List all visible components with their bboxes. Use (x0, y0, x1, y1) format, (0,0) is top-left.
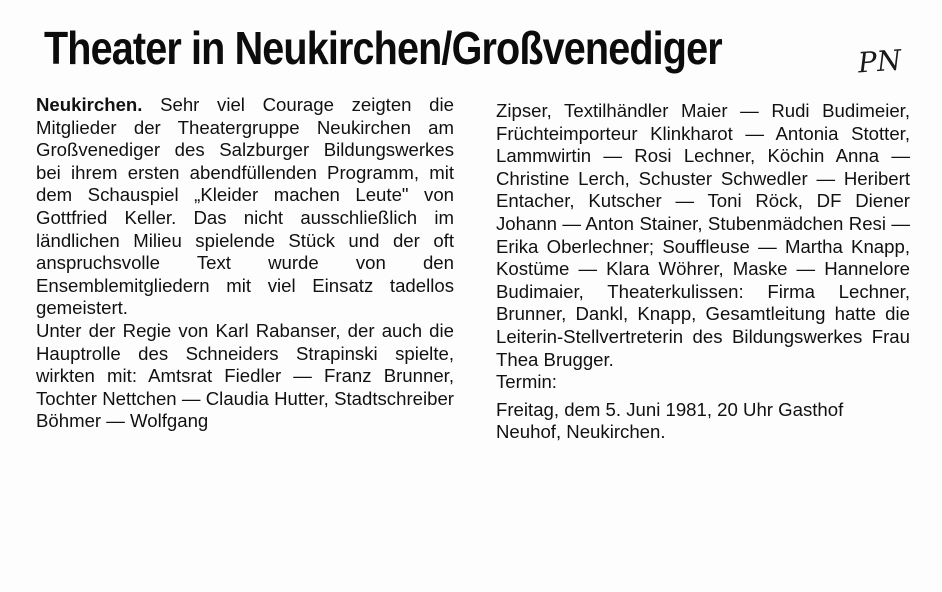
intro-text: Sehr viel Courage zeigten die Mitglieder der Theatergruppe Neukirchen am Großvenediger des Salzburger Bildungswerkes bei ihrem ersten abendfüllenden Programm, mit dem Schauspiel „Kleider machen Leute" von Gottfried Keller. Das nicht ausschließlich im ländlichen Milieu spielende Stück und der oft anspruchsvolle Text wurde von den Ensemblemitgliedern mit viel Einsatz tadellos gemeistert. (36, 94, 454, 319)
article-paragraph-intro (36, 94, 454, 320)
article-paragraph-cast: Unter der Regie von Karl Rabanser, der auch die Hauptrolle des Schneiders Strapinski spielte, wirkten mit: Amtsrat Fiedler — Franz Brunner, Tochter Nettchen — Claudia Hutter, Stadtschreiber Böhmer — Wolfgang (36, 319, 454, 432)
article-headline: Theater in Neukirchen/Großvenediger (44, 22, 722, 74)
dateline-place: Neukirchen. (36, 94, 143, 115)
article-paragraph-cast-continued: Zipser, Textilhändler Maier — Rudi Budimeier, Früchteimporteur Klinkharot — Antonia Stotter, Lammwirtin — Rosi Lechner, Köchin Anna — Christine Lerch, Schuster Schwedler — Heribert Entacher, Kutscher — Toni Röck, DF Diener Johann — Anton Stainer, Stubenmädchen Resi — Erika Oberlechner; Souffleuse — Martha Knapp, Kostüme — Klara Wöhrer, Maske — Hannelore Budimaier, Theaterkulissen: Firma Lechner, Brunner, Dankl, Knapp, Gesamtleitung hatte die Leiterin-Stellvertreterin des Bildungswerkes Frau Thea Brugger. (496, 100, 910, 370)
article-column-right (496, 100, 910, 444)
termin-label: Termin: (496, 371, 557, 393)
event-details: Freitag, dem 5. Juni 1981, 20 Uhr Gasthof Neuhof, Neukirchen. (496, 398, 844, 443)
handwritten-initials: PN (856, 43, 903, 80)
article-column-left (36, 94, 454, 433)
